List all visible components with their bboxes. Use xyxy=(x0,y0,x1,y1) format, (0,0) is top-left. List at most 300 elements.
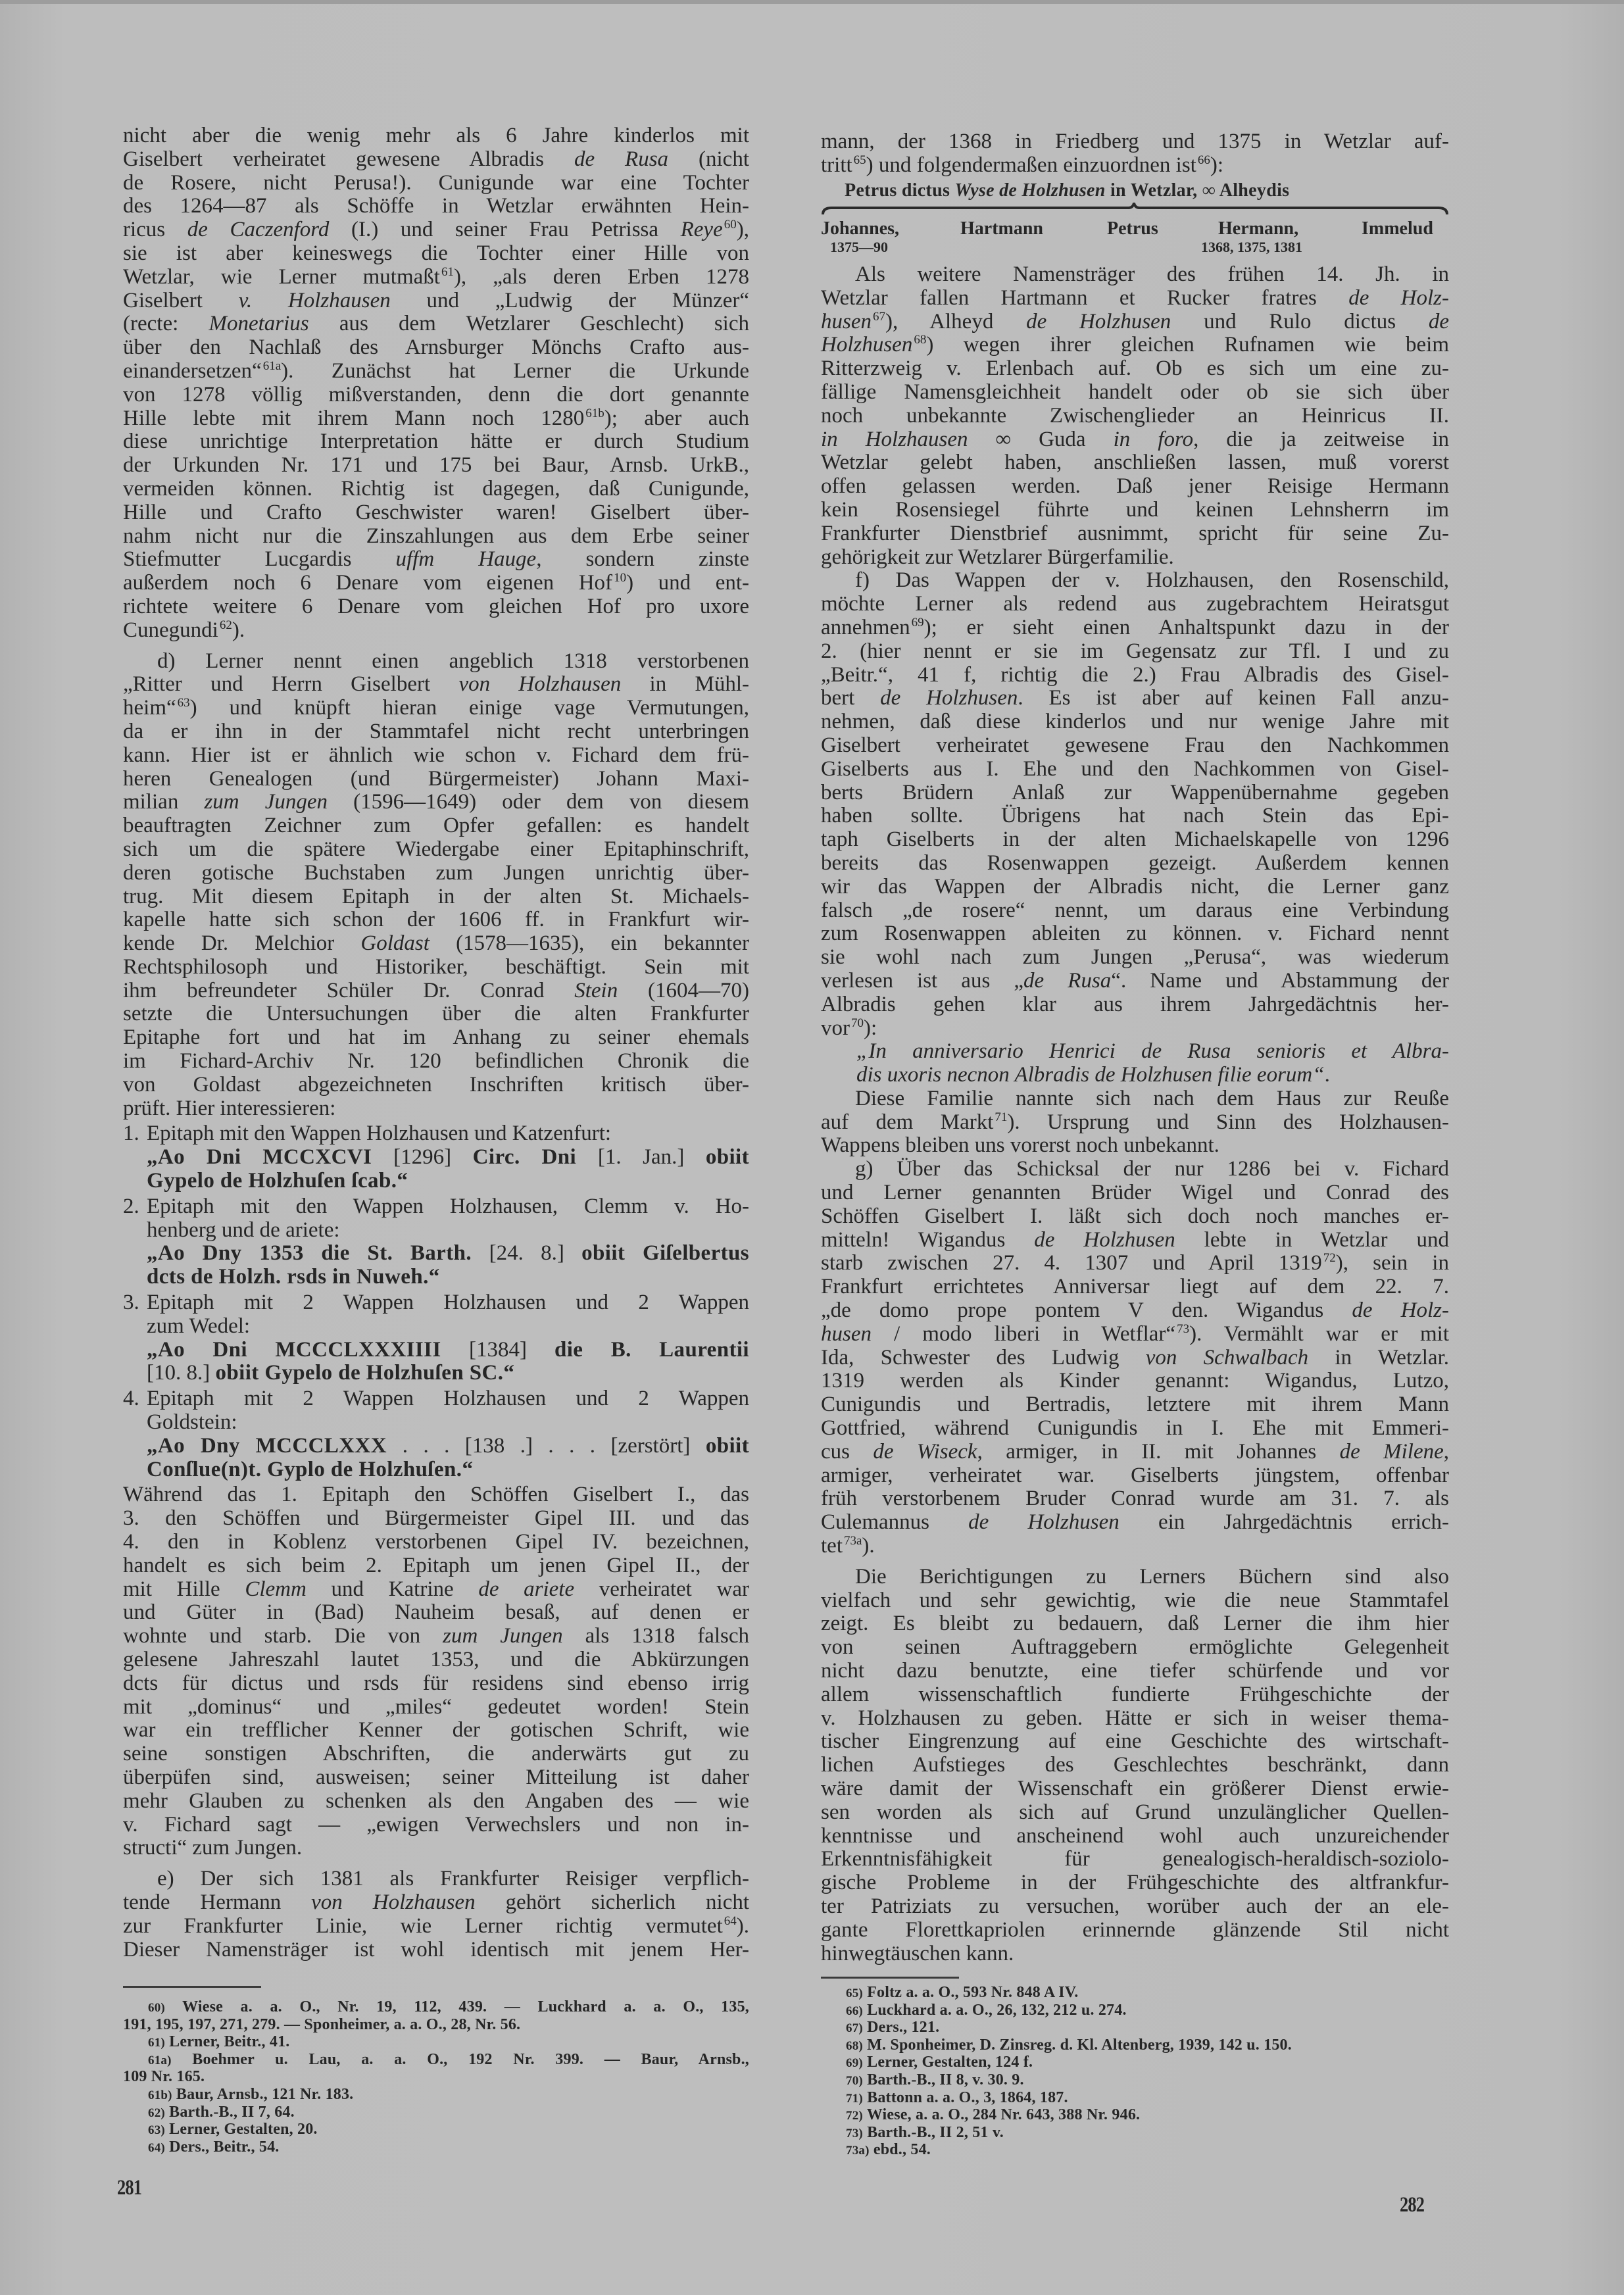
text-run: lebte in Wetzlar und xyxy=(1175,1227,1449,1252)
text-line xyxy=(123,360,749,383)
italic-text: Reye xyxy=(680,218,723,242)
italic-text: de xyxy=(1428,309,1449,333)
text-line xyxy=(821,852,1449,876)
blackletter-text: dcts de Holzh. rsds in Nuweh.“ xyxy=(147,1265,440,1289)
paragraph xyxy=(123,1867,749,1962)
text-line xyxy=(123,862,749,885)
footnote-number: 67) xyxy=(846,2021,863,2036)
text-line xyxy=(123,885,749,909)
italic-text: uffm Hauge xyxy=(395,547,537,572)
text-run: Rechtsphilosoph und Historiker, beschäftigt. Sein mit xyxy=(123,954,749,979)
text-run: Giselbert xyxy=(123,288,239,312)
text-line xyxy=(821,1017,1449,1041)
italic-text: de Holzhusen xyxy=(968,1510,1120,1535)
text-run: Wetzlar, wie Lerner mutmaßt xyxy=(123,264,440,289)
text-run: zur Frankfurter Linie, wie Lerner richtig vermutet xyxy=(123,1913,723,1938)
text-run: Hille lebte mit ihrem Mann noch 1280 xyxy=(123,406,585,430)
text-line xyxy=(821,357,1449,381)
text-run: cus xyxy=(821,1439,874,1464)
text-line xyxy=(123,956,749,979)
text-run: über den Nachlaß des Arnsburger Mönchs Crafto aus- xyxy=(123,335,749,360)
footnotes-left xyxy=(123,1998,749,2156)
text-line xyxy=(123,1790,749,1814)
footnote-ref: 73 xyxy=(1177,1321,1190,1336)
text-run: Dieser Namensträger ist wohl identisch mit jenem Her- xyxy=(123,1937,749,1962)
text-line xyxy=(123,1719,749,1742)
text-run: Ritterzweig v. Erlenbach auf. Ob es sich um eine zu- xyxy=(821,357,1449,381)
text-line xyxy=(821,1707,1449,1731)
italic-text: v. Holzhausen xyxy=(238,288,391,312)
text-run: richtete weitere 6 Denare vom gleichen Hof pro uxore xyxy=(123,594,749,618)
text-line xyxy=(123,242,749,266)
text-run: Epitaph mit 2 Wappen Holzhausen und 2 Wappen xyxy=(147,1387,749,1411)
text-run: Wappens bleiben uns vorerst noch unbekannt. xyxy=(821,1133,1219,1158)
paragraph xyxy=(821,130,1449,178)
blackletter-text: obiit xyxy=(705,1433,749,1458)
text-line xyxy=(821,828,1449,852)
text-run: [1384] xyxy=(469,1337,554,1362)
text-line xyxy=(821,1660,1449,1683)
text-run: vor xyxy=(821,1016,850,1040)
italic-text: Monetarius xyxy=(209,312,309,336)
text-run: seine sonstigen Abschriften, die anderwärts gut zu xyxy=(123,1742,749,1766)
text-line xyxy=(123,312,749,336)
text-line xyxy=(821,876,1449,899)
text-line xyxy=(821,1181,1449,1205)
text-run: sie wohl nach zum Jungen „Perusa“, was wiederum xyxy=(821,945,1449,970)
text-line xyxy=(123,1097,749,1121)
text-line xyxy=(821,310,1449,334)
text-run: Frankfurter Dienstbrief ausnimmt, spricht für seine Zu- xyxy=(821,521,1449,545)
list-item xyxy=(123,1387,749,1481)
text-line xyxy=(821,1511,1449,1535)
text-run: verlesen ist aus „ xyxy=(821,968,1024,993)
text-line xyxy=(821,1229,1449,1252)
text-line xyxy=(821,475,1449,499)
text-line xyxy=(821,1683,1449,1707)
text-run: ihm befreundeter Schüler Dr. Conrad xyxy=(123,978,575,1002)
text-run: v. Holzhausen zu geben. Hätte er sich in weiser thema- xyxy=(821,1706,1449,1730)
footnote-text: Lerner, Gestalten, 20. xyxy=(169,2121,318,2138)
text-run: Epitaphe fort und hat im Anhang zu seiner ehemals xyxy=(123,1025,749,1050)
footnote-number: 61) xyxy=(148,2036,165,2050)
text-line xyxy=(821,451,1449,475)
footnote-ref: 63 xyxy=(177,696,190,710)
text-line xyxy=(123,1002,749,1026)
footnote xyxy=(123,2086,749,2104)
text-line xyxy=(123,908,749,932)
text-line xyxy=(123,1938,749,1962)
text-run: zeigt. Es bleibt zu bedauern, daß Lerner die ihm hier xyxy=(821,1612,1449,1636)
footnote-text: Ders., Beitr., 54. xyxy=(169,2138,280,2156)
text-run: von seinen Auftraggebern ermöglichte Gelegenheit xyxy=(821,1635,1449,1660)
text-line xyxy=(123,1578,749,1602)
footnote-number: 66) xyxy=(846,2004,863,2018)
text-line xyxy=(821,1777,1449,1801)
text-run: , armiger, in II. mit Johannes xyxy=(977,1439,1340,1464)
text-run: heim“ xyxy=(123,696,176,720)
blackletter-text: die B. Laurentii xyxy=(554,1337,749,1362)
text-run: Giselberts aus I. Ehe und den Nachkommen von Gisel- xyxy=(821,756,1449,781)
text-run: (nicht xyxy=(668,147,749,171)
genealogy-child xyxy=(1107,219,1158,239)
text-line xyxy=(123,1050,749,1073)
text-run: als 1318 falsch xyxy=(562,1624,750,1648)
text-line xyxy=(821,1111,1449,1135)
text-run: handelt es sich beim 2. Epitaph um jenen Gipel II., der xyxy=(123,1553,749,1577)
list-item-number: 4. xyxy=(123,1387,139,1411)
text-run: ); er sieht einen Anhaltspunkt dazu in der xyxy=(923,615,1449,639)
footnote-line xyxy=(821,2036,1449,2054)
italic-text: Wyse de Holzhusen xyxy=(954,180,1106,201)
text-run: Epitaph mit den Wappen Holzhausen und Katzenfurt: xyxy=(147,1122,612,1146)
text-run: möchte Lerner als redend aus zugebrachtem Heiratsgut xyxy=(821,592,1449,616)
text-run: Epitaph mit den Wappen Holzhausen, Clemm v. Ho- xyxy=(147,1194,749,1218)
text-run: milian xyxy=(123,790,205,814)
text-line xyxy=(147,1458,749,1482)
text-line xyxy=(821,970,1449,993)
text-line xyxy=(821,1487,1449,1511)
text-run: armiger, verheiratet war. Giselberts jüngstem, offenbar xyxy=(821,1463,1449,1487)
list-item-number: 3. xyxy=(123,1291,139,1315)
text-run: Giselbert verheiratet gewesene Albradis xyxy=(123,147,574,171)
text-line xyxy=(821,154,1449,178)
text-line xyxy=(821,993,1449,1017)
text-line xyxy=(821,499,1449,522)
continuation-paragraph xyxy=(821,130,1449,178)
text-line xyxy=(123,720,749,744)
text-run: 4. den in Koblenz verstorbenen Gipel IV. bezeichnen, xyxy=(123,1530,749,1554)
text-run: ): xyxy=(1210,153,1224,177)
text-line xyxy=(821,1825,1449,1848)
footnote-line xyxy=(123,2104,749,2121)
italic-text: de Holzhusen xyxy=(1026,309,1171,333)
text-run: einandersetzen“ xyxy=(123,358,262,383)
text-line xyxy=(123,1766,749,1790)
text-run: Albradis gehen klar aus ihrem Jahrgedächtnis her- xyxy=(821,992,1449,1016)
genealogy-child xyxy=(1201,218,1302,256)
text-run: „de domo prope pontem V den. Wigandus xyxy=(821,1298,1352,1323)
text-run: im Fichard-Archiv Nr. 120 befindlichen Chronik die xyxy=(123,1049,749,1073)
text-line xyxy=(821,405,1449,428)
text-run: 3. den Schöffen und Bürgermeister Gipel III. und das xyxy=(123,1506,749,1531)
text-line xyxy=(123,744,749,768)
right-page-column xyxy=(821,263,1449,1965)
text-line xyxy=(821,1134,1449,1158)
text-line xyxy=(821,1323,1449,1346)
text-line xyxy=(123,1696,749,1719)
text-run: mann, der 1368 in Friedberg und 1375 in Wetzlar auf- xyxy=(821,130,1449,153)
text-line xyxy=(821,710,1449,734)
text-run: ). xyxy=(232,618,245,642)
text-line xyxy=(123,218,749,242)
text-run: . . . [138 .] . . . [zerstört] xyxy=(402,1433,706,1458)
text-line xyxy=(123,697,749,720)
text-run: Cunigundis und Bertradis, letztere mit ihrem Mann xyxy=(821,1393,1449,1417)
footnote-ref: 70 xyxy=(851,1016,864,1030)
footnote-number: 73a) xyxy=(846,2144,870,2158)
text-line xyxy=(123,124,749,148)
text-line xyxy=(123,650,749,674)
genealogy-child xyxy=(960,219,1043,239)
text-run: nahm nicht nur die Zinszahlungen aus dem Erbe seiner xyxy=(123,524,749,548)
text-run: sich um die spätere Wiedergabe einer Epitaphinschrift, xyxy=(123,837,749,861)
text-run: und „Ludwig der Münzer“ xyxy=(390,288,749,312)
text-run: v. Fichard sagt — „ewigen Verwechslers und non in- xyxy=(123,1812,749,1837)
text-line xyxy=(856,1040,1449,1064)
text-run: ). Ursprung und Sinn des Holzhausen- xyxy=(1007,1110,1449,1134)
footnote-text: Barth.-B., II 7, 64. xyxy=(169,2103,295,2121)
text-line xyxy=(123,572,749,595)
footnote-ref: 68 xyxy=(914,333,927,347)
text-line xyxy=(123,336,749,360)
italic-text: de Holz- xyxy=(1348,285,1449,310)
text-line xyxy=(821,664,1449,687)
footnote-text: Baur, Arnsb., 121 Nr. 183. xyxy=(176,2085,354,2103)
text-line xyxy=(123,838,749,862)
footnote-number: 69) xyxy=(846,2056,863,2071)
text-run: früh verstorbenem Bruder Conrad wurde am 31. 7. als xyxy=(821,1487,1449,1511)
footnote-line xyxy=(821,2071,1449,2089)
italic-text: zum Jungen xyxy=(204,790,328,814)
blackletter-text: Circ. Dni xyxy=(472,1145,598,1170)
text-run: nehmen, daß diese kinderlos und nur wenige Jahre mit xyxy=(821,710,1449,734)
italic-text: Goldast xyxy=(360,931,430,956)
text-line xyxy=(123,1915,749,1938)
text-line xyxy=(821,381,1449,405)
text-run: des 1264—87 als Schöffe in Wetzlar erwähnten Hein- xyxy=(123,194,749,218)
text-run: Während das 1. Epitaph den Schöffen Giselbert I., das xyxy=(123,1483,749,1507)
footnote-text: Boehmer u. Lau, a. a. O., 192 Nr. 399. — Baur, Arnsb., xyxy=(192,2050,749,2068)
footnote xyxy=(821,2124,1449,2142)
text-run: [1296] xyxy=(393,1145,473,1170)
text-line xyxy=(821,263,1449,287)
text-run: 2. (hier nennt er sie im Gegensatz zur Tfl. I und zu xyxy=(821,639,1449,663)
footnote-number: 65) xyxy=(846,1987,863,2000)
text-run: Ida, Schwester des Ludwig xyxy=(821,1345,1146,1370)
text-line xyxy=(123,619,749,643)
paragraph xyxy=(123,124,749,643)
blackletter-text: obiit Giſelbertus xyxy=(581,1241,749,1266)
footnote-line xyxy=(123,2016,749,2034)
text-run: (1596—1649) oder dem von diesem xyxy=(328,790,750,814)
blackletter-text: obiit xyxy=(705,1145,750,1170)
footnote xyxy=(123,2104,749,2121)
page-number-left: 281 xyxy=(117,2176,142,2200)
blackletter-text: „Ao Dny MCCCLXXX xyxy=(147,1433,403,1458)
text-line xyxy=(821,593,1449,616)
italic-text: zum Jungen xyxy=(443,1624,563,1648)
text-run: wohnte und starb. Die von xyxy=(123,1624,443,1648)
text-run: (recte: xyxy=(123,312,209,336)
italic-text: husen xyxy=(821,1321,872,1346)
text-run: da er ihn in der Stammtafel nicht recht unterbringen xyxy=(123,719,749,743)
genealogy-child xyxy=(1362,219,1433,239)
text-line xyxy=(147,1146,749,1170)
right-page-top xyxy=(821,130,1449,262)
text-run: sie ist aber keineswegs die Tochter einer Hille von xyxy=(123,241,749,265)
footnote-line xyxy=(821,2089,1449,2107)
text-run: diese unrichtige Interpretation hätte er durch Studium xyxy=(123,430,749,454)
footnote-ref: 69 xyxy=(911,615,924,629)
footnote-text: ebd., 54. xyxy=(873,2141,931,2159)
italic-text: de Holzhusen xyxy=(1034,1227,1175,1252)
paragraph xyxy=(123,650,749,1121)
text-run: in Wetzlar, ∞ Alheydis xyxy=(1105,180,1290,201)
footnote xyxy=(821,2054,1449,2071)
list-item xyxy=(123,1195,749,1289)
italic-text: von Schwalbach xyxy=(1145,1345,1309,1370)
text-line xyxy=(147,1315,749,1339)
italic-text: de Milene xyxy=(1339,1439,1444,1464)
text-run: [24. 8.] xyxy=(489,1241,582,1266)
text-line xyxy=(821,1252,1449,1275)
text-line xyxy=(123,768,749,791)
list-item-number: 1. xyxy=(123,1122,139,1146)
text-run: und Katrine xyxy=(306,1577,479,1601)
text-run: ein Jahrgedächtnis errich- xyxy=(1119,1510,1449,1535)
text-run: ) und knüpft hieran einige vage Vermutungen, xyxy=(189,696,749,720)
text-run: deren gotische Buchstaben zum Jungen unrichtig über- xyxy=(123,860,749,885)
text-line xyxy=(821,687,1449,710)
text-line xyxy=(147,1339,749,1362)
footnote-line xyxy=(123,2051,749,2069)
text-line xyxy=(123,1742,749,1766)
footnote xyxy=(821,2106,1449,2124)
text-run: aus dem Wetzlarer Geschlecht) sich xyxy=(308,312,749,336)
text-line xyxy=(821,1205,1449,1229)
italic-text: husen xyxy=(821,309,872,333)
text-run: structi“ zum Jungen. xyxy=(123,1836,303,1860)
text-line xyxy=(123,1026,749,1050)
text-run: beauftragten Zeichner zum Opfer gefallen: es handelt xyxy=(123,814,749,838)
footnote-ref: 61 xyxy=(441,264,454,279)
text-line xyxy=(147,1266,749,1289)
footnote xyxy=(821,2036,1449,2054)
text-run: Die Berichtigungen zu Lerners Büchern sind also xyxy=(855,1564,1449,1589)
footnote-line xyxy=(821,2054,1449,2071)
text-run: tet xyxy=(821,1534,843,1558)
footnote-number: 68) xyxy=(846,2038,863,2053)
footnote-text: Foltz a. a. O., 593 Nr. 848 A IV. xyxy=(867,1984,1079,2001)
text-line xyxy=(123,1073,749,1097)
text-line xyxy=(821,546,1449,570)
footnote-ref: 60 xyxy=(724,218,737,232)
text-run: starb zwischen 27. 4. 1307 und April 1319 xyxy=(821,1251,1322,1275)
blackletter-text: obiit Gypelo de Holzhuſen SC.“ xyxy=(215,1361,515,1385)
text-line xyxy=(123,407,749,431)
text-line xyxy=(123,1672,749,1696)
text-line xyxy=(821,758,1449,781)
text-run: Als weitere Namensträger des frühen 14. Jh. in xyxy=(855,262,1449,286)
text-run: Culemannus xyxy=(821,1510,969,1535)
footnote-text: Lerner, Beitr., 41. xyxy=(169,2033,290,2051)
text-run: hinwegtäuschen kann. xyxy=(821,1941,1014,1965)
text-line xyxy=(123,454,749,478)
text-run: Gottfried, während Cunigundis in I. Ehe mit Emmeri- xyxy=(821,1416,1449,1441)
text-run: . Es ist aber auf keinen Fall anzu- xyxy=(1018,686,1450,710)
paragraph xyxy=(821,1566,1449,1966)
text-run: [10. 8.] xyxy=(147,1361,216,1385)
text-run: mehr Glauben zu schenken als den Angaben des — wie xyxy=(123,1789,749,1813)
text-run: Petrus dictus xyxy=(845,180,955,201)
child-name: Johannes, xyxy=(821,218,900,239)
italic-text: dis uxoris necnon Albradis de Holzhusen filie eorum“ xyxy=(856,1063,1325,1087)
text-line xyxy=(821,130,1449,154)
text-run: f) Das Wappen der v. Holzhausen, den Rosenschild, xyxy=(855,568,1449,593)
text-line xyxy=(821,1871,1449,1895)
footnote-text: 191, 195, 197, 271, 279. — Sponheimer, a. a. O., 28, Nr. 56. xyxy=(123,2015,521,2033)
text-run: lichen Aufstieges des Geschlechtes beschränkt, dann xyxy=(821,1753,1449,1777)
genealogy-child xyxy=(821,219,899,256)
text-run: Wetzlar gelebt haben, anschließen lassen, muß vorerst xyxy=(821,451,1449,475)
footnote-divider-left xyxy=(123,1986,261,1988)
blackletter-text: „Ao Dny 1353 die St. Barth. xyxy=(147,1241,489,1266)
text-line xyxy=(821,522,1449,546)
text-run: noch unbekannte Zwischenglieder an Heinricus II. xyxy=(821,403,1449,428)
text-run: kenntnisse und anscheinend wohl auch unzureichender xyxy=(821,1823,1449,1848)
text-line xyxy=(123,1507,749,1531)
text-line xyxy=(821,569,1449,593)
page-number-right: 282 xyxy=(1400,2193,1425,2217)
child-name: Immelud xyxy=(1362,218,1433,239)
text-run: e) Der sich 1381 als Frankfurter Reisiger verpflich- xyxy=(157,1867,749,1891)
blackletter-text: Conſlue(n)t. Gyplo de Holzhuſen.“ xyxy=(147,1457,474,1481)
text-line xyxy=(123,172,749,195)
blackletter-text: „Ao Dni MCCXCVI xyxy=(147,1145,394,1170)
child-dates: 1368, 1375, 1381 xyxy=(1201,239,1302,255)
text-run: Schöffen Giselbert I. läßt sich doch noch manches er- xyxy=(821,1204,1449,1228)
footnote-line xyxy=(123,2033,749,2051)
italic-text: Clemm xyxy=(245,1577,307,1601)
text-run: ) und ent- xyxy=(626,571,750,595)
footnote-text: Wiese, a. a. O., 284 Nr. 643, 388 Nr. 946. xyxy=(866,2106,1141,2124)
text-line xyxy=(123,791,749,814)
paragraph xyxy=(123,1483,749,1860)
text-line xyxy=(821,1848,1449,1871)
text-run: gehört sicherlich nicht xyxy=(475,1890,750,1914)
italic-text: de Rusa xyxy=(574,147,669,171)
text-line xyxy=(821,734,1449,758)
text-run: tritt xyxy=(821,153,852,177)
text-run: von 1278 völlig mißverstanden, denn die dort genannte xyxy=(123,382,749,407)
italic-text: de Holzhusen xyxy=(880,686,1018,710)
text-line xyxy=(821,428,1449,452)
text-line xyxy=(123,289,749,313)
blackletter-text: Gypelo de Holzhuſen ſcab.“ xyxy=(147,1169,408,1193)
footnote-line xyxy=(123,2138,749,2156)
blackletter-text: „Ao Dni MCCCLXXXIIII xyxy=(147,1337,470,1362)
footnote-line xyxy=(123,1998,749,2016)
text-line xyxy=(147,1435,749,1458)
paragraph xyxy=(821,263,1449,569)
text-run: „Ritter und Herrn Giselbert xyxy=(123,672,459,697)
text-line xyxy=(821,640,1449,664)
text-line xyxy=(821,1730,1449,1754)
text-line xyxy=(821,1942,1449,1966)
footnote-number: 72) xyxy=(846,2109,863,2123)
text-line xyxy=(123,1531,749,1554)
text-line xyxy=(821,1346,1449,1370)
text-run: falsch „de rosere“ nennt, um daraus eine Verbindung xyxy=(821,898,1449,922)
text-run: Epitaph mit 2 Wappen Holzhausen und 2 Wappen xyxy=(147,1291,749,1315)
text-run: ). xyxy=(862,1534,875,1558)
footnote xyxy=(821,2089,1449,2107)
text-run: überpüfen sind, ausweisen; seiner Mitteilung ist daher xyxy=(123,1765,749,1789)
child-name: Petrus xyxy=(1107,218,1158,239)
text-line xyxy=(123,1554,749,1578)
footnote xyxy=(821,1984,1449,2002)
